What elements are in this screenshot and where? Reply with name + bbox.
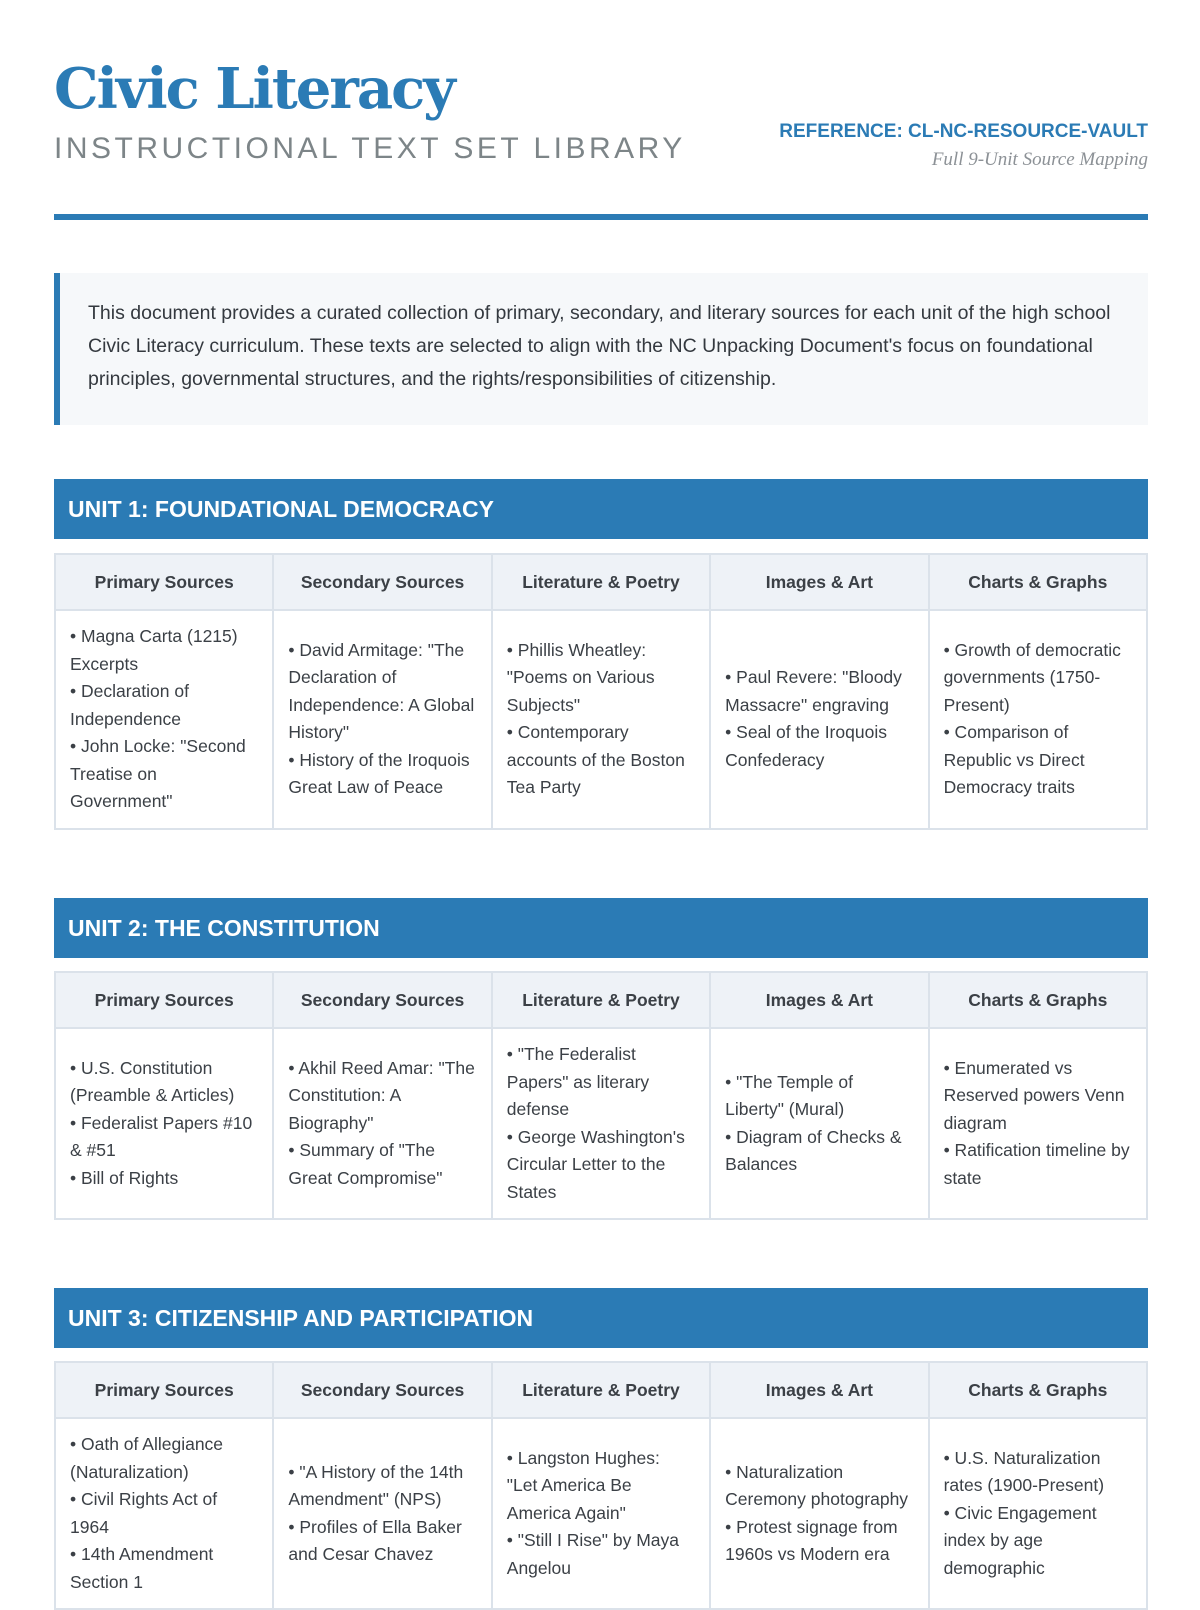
table-cell — [492, 1418, 710, 1609]
source-item: • U.S. Constitution (Preamble & Articles) — [70, 1057, 235, 1106]
table-cell — [929, 1418, 1147, 1609]
unit-header: UNIT 2: THE CONSTITUTION — [54, 898, 1148, 958]
column-header: Images & Art — [710, 554, 928, 610]
table-cell — [492, 1028, 710, 1219]
unit-source-table — [54, 553, 1148, 830]
source-item: • Akhil Reed Amar: "The Constitution: A Biography" — [288, 1057, 475, 1133]
source-item: • Declaration of Independence — [70, 681, 189, 729]
table-cell — [710, 1028, 928, 1219]
column-header: Primary Sources — [55, 554, 273, 610]
column-header: Charts & Graphs — [929, 554, 1147, 610]
table-header-row — [55, 1362, 1147, 1418]
table-cell — [929, 1028, 1147, 1219]
column-header: Primary Sources — [55, 972, 273, 1028]
column-header: Charts & Graphs — [929, 972, 1147, 1028]
source-item: • Protest signage from 1960s vs Modern era — [725, 1516, 898, 1564]
column-header: Literature & Poetry — [492, 1362, 710, 1418]
source-item: • John Locke: "Second Treatise on Government" — [70, 736, 246, 811]
column-header: Primary Sources — [55, 1362, 273, 1418]
table-cell — [273, 1418, 491, 1609]
source-item: • Bill of Rights — [70, 1167, 179, 1188]
source-item: • Phillis Wheatley: "Poems on Various Subjects" — [506, 639, 655, 715]
source-item: • "The Temple of Liberty" (Mural) — [725, 1071, 853, 1119]
source-item: • "The Federalist Papers" as literary defense — [506, 1044, 650, 1119]
intro-callout: This document provides a curated collection of primary, secondary, and literary sources for each unit of the high school Civic Literacy curriculum. These texts are selected to align with the NC Unpacking Document's focus on foundational principles, governmental structures, and the rights/responsibilities of citizenship. — [54, 273, 1148, 425]
column-header: Images & Art — [710, 1362, 928, 1418]
source-item: • "Still I Rise" by Maya Angelou — [506, 1530, 679, 1578]
page-subtitle: INSTRUCTIONAL TEXT SET LIBRARY — [54, 132, 686, 165]
source-item: • Summary of "The Great Compromise" — [288, 1140, 443, 1188]
source-item: • "A History of the 14th Amendment" (NPS) — [288, 1461, 464, 1509]
table-cell — [710, 1418, 928, 1609]
table-cell — [55, 1418, 273, 1609]
source-item: • Enumerated vs Reserved powers Venn diagram — [943, 1057, 1125, 1133]
table-header-row — [55, 554, 1147, 610]
source-item: • Civic Engagement index by age demographic — [943, 1502, 1097, 1578]
source-item: • David Armitage: "The Declaration of Independence: A Global History" — [288, 639, 475, 743]
source-item: • Ratification timeline by state — [943, 1140, 1130, 1188]
unit-source-table — [54, 971, 1148, 1220]
column-header: Secondary Sources — [273, 1362, 491, 1418]
source-item: • History of the Iroquois Great Law of Peace — [288, 749, 470, 798]
header-divider — [54, 214, 1148, 220]
table-cell — [929, 610, 1147, 829]
source-item: • Naturalization Ceremony photography — [725, 1461, 909, 1509]
source-item: • Diagram of Checks & Balances — [725, 1126, 902, 1174]
table-cell — [273, 1028, 491, 1219]
column-header: Literature & Poetry — [492, 554, 710, 610]
source-item: • 14th Amendment Section 1 — [70, 1544, 214, 1592]
column-header: Charts & Graphs — [929, 1362, 1147, 1418]
source-item: • U.S. Naturalization rates (1900-Present) — [943, 1447, 1105, 1496]
table-cell — [492, 610, 710, 829]
source-item: • Seal of the Iroquois Confederacy — [725, 722, 887, 770]
column-header: Secondary Sources — [273, 554, 491, 610]
column-header: Secondary Sources — [273, 972, 491, 1028]
column-header: Literature & Poetry — [492, 972, 710, 1028]
source-item: • Federalist Papers #10 & #51 — [70, 1112, 253, 1161]
page-title: Civic Literacy — [54, 56, 454, 122]
table-row — [55, 1418, 1147, 1609]
source-item: • George Washington's Circular Letter to the States — [506, 1126, 685, 1202]
source-item: • Oath of Allegiance (Naturalization) — [70, 1434, 224, 1482]
column-header: Images & Art — [710, 972, 928, 1028]
source-item: • Civil Rights Act of 1964 — [70, 1489, 218, 1537]
table-row — [55, 610, 1147, 829]
source-item: • Langston Hughes: "Let America Be America Again" — [506, 1447, 660, 1523]
source-item: • Contemporary accounts of the Boston Tea Party — [506, 722, 685, 798]
table-header-row — [55, 972, 1147, 1028]
source-item: • Growth of democratic governments (1750-Present) — [943, 639, 1121, 715]
reference-code: REFERENCE: CL-NC-RESOURCE-VAULT — [779, 121, 1148, 142]
table-cell — [710, 610, 928, 829]
table-cell — [55, 1028, 273, 1219]
table-cell — [273, 610, 491, 829]
table-cell — [55, 610, 273, 829]
unit-header: UNIT 1: FOUNDATIONAL DEMOCRACY — [54, 479, 1148, 539]
source-item: • Profiles of Ella Baker and Cesar Chavez — [288, 1516, 462, 1564]
source-item: • Magna Carta (1215) Excerpts — [70, 626, 238, 674]
unit-header: UNIT 3: CITIZENSHIP AND PARTICIPATION — [54, 1288, 1148, 1348]
table-row — [55, 1028, 1147, 1219]
unit-source-table — [54, 1361, 1148, 1610]
source-item: • Paul Revere: "Bloody Massacre" engraving — [725, 667, 902, 715]
reference-subtitle: Full 9-Unit Source Mapping — [931, 149, 1148, 170]
document-header — [54, 52, 1148, 222]
source-item: • Comparison of Republic vs Direct Democracy traits — [943, 722, 1085, 798]
